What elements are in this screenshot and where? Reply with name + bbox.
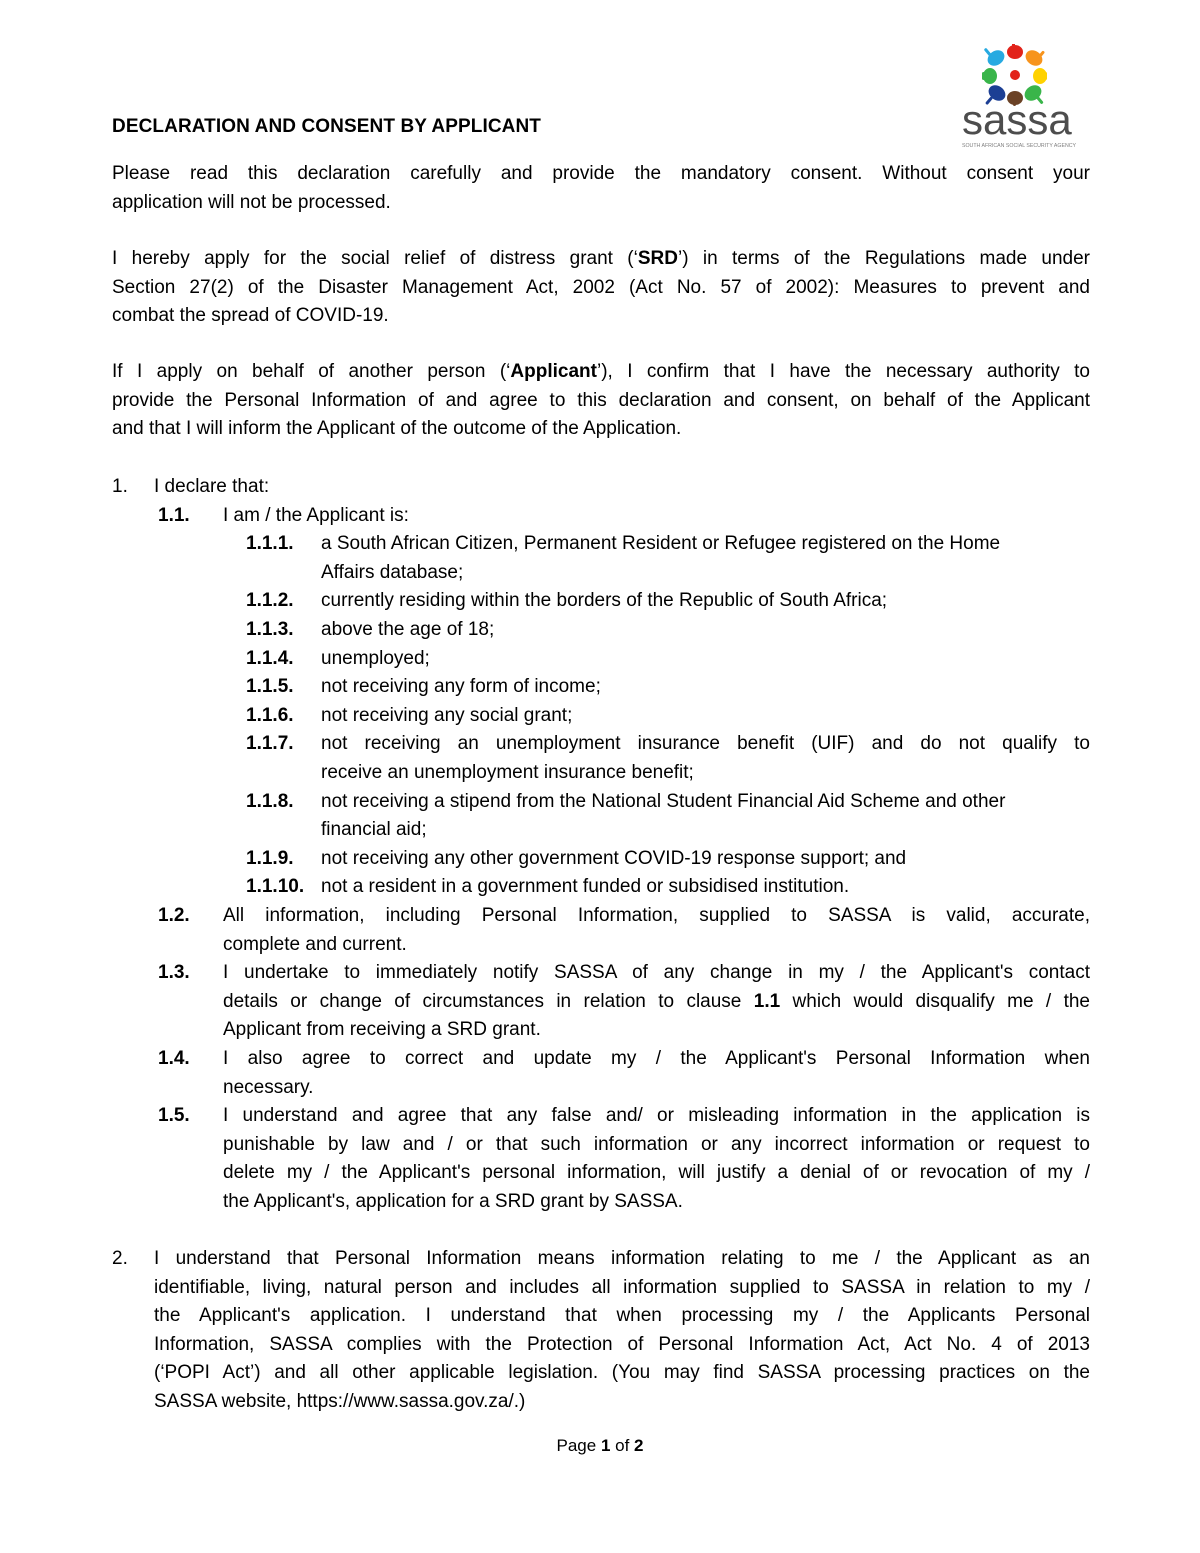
srd-bold-term: SRD <box>637 248 678 269</box>
clause-2-text: I understand that Personal Information means information relating to me / the Applicant as an <box>154 1248 1090 1269</box>
behalf-paragraph-line-3: and that I will inform the Applicant of the outcome of the Application. <box>112 418 682 440</box>
clause-item-number: 1.1.6. <box>246 704 294 726</box>
behalf-line1-c: ’), I confirm that I have the necessary authority to <box>596 361 1090 382</box>
clause-item-number: 1.1.9. <box>246 847 294 869</box>
clause-item-text: above the age of 18; <box>321 619 495 640</box>
clause-1-3-number: 1.3. <box>158 962 190 984</box>
page-title: DECLARATION AND CONSENT BY APPLICANT <box>112 116 541 137</box>
clause-1-3-text-line-2 <box>223 988 1090 1017</box>
clause-item-number: 1.1.10. <box>246 876 305 898</box>
srd-line1-c: ’) in terms of the Regulations made under <box>677 248 1091 269</box>
clause-item-number: 1.1.5. <box>246 676 294 698</box>
srd-paragraph-line-2: Section 27(2) of the Disaster Management Act, 2002 (Act No. 57 of 2002): Measures to prevent and <box>112 276 1090 298</box>
clause-item-text: not receiving any other government COVID-19 response support; and <box>321 847 907 869</box>
clause-reference: 1.1 <box>753 990 781 1012</box>
sassa-wordmark <box>960 96 1078 140</box>
intro-line-2: application will not be processed. <box>112 191 391 213</box>
clause-1-5-text-line-2: punishable by law and / or that such information or any incorrect information or request to <box>223 1133 1090 1155</box>
clause-1-2-text-continued: complete and current. <box>223 933 407 955</box>
footer-current-page: 1 <box>600 1436 611 1455</box>
clause-item-text-continued: financial aid; <box>321 819 427 841</box>
clause-1-4-text-continued: necessary. <box>223 1076 314 1098</box>
behalf-paragraph-line-2: provide the Personal Information of and agree to this declaration and consent, on behalf of the Applicant <box>112 389 1090 411</box>
behalf-paragraph-line-1 <box>112 358 1090 387</box>
clause-item-text: not receiving an unemployment insurance benefit (UIF) and do not qualify to <box>321 733 1090 755</box>
clause-1-5-text-line-4: the Applicant's, application for a SRD grant by SASSA. <box>223 1190 683 1212</box>
sassa-tagline-text: SOUTH AFRICAN SOCIAL SECURITY AGENCY <box>962 143 1077 149</box>
clause-1-3-text: I undertake to immediately notify SASSA of any change in my / the Applicant's contact <box>223 962 1090 984</box>
clause-2-number: 2. <box>112 1248 128 1269</box>
clause-item-text: not a resident in a government funded or subsidised institution. <box>321 876 850 898</box>
clause-item-text: unemployed; <box>321 647 430 669</box>
clause-1-1-text: I am / the Applicant is: <box>223 504 409 526</box>
clause-1-4-number: 1.4. <box>158 1048 190 1069</box>
clause-item-text: not receiving any social grant; <box>321 704 573 726</box>
sassa-logo <box>960 44 1078 154</box>
clause-item-text-continued: Affairs database; <box>321 561 464 583</box>
srd-line1-a: I hereby apply for the social relief of distress grant (‘ <box>112 248 638 269</box>
clause-1-3-line2-c: which would disqualify me / the <box>780 990 1090 1012</box>
clause-1-2-text: All information, including Personal Information, supplied to SASSA is valid, accurate, <box>223 905 1090 926</box>
clause-item-text-continued: receive an unemployment insurance benefit; <box>321 761 694 783</box>
clause-item-number: 1.1.7. <box>246 733 294 755</box>
clause-item-number: 1.1.3. <box>246 619 294 640</box>
clause-1-2-number: 1.2. <box>158 905 190 926</box>
clause-1-text: I declare that: <box>154 476 270 497</box>
behalf-line1-a: If I apply on behalf of another person (‘ <box>112 361 511 382</box>
clause-2-text-line-5: (‘POPI Act’) and all other applicable legislation. (You may find SASSA processing practices on the <box>154 1362 1090 1384</box>
clause-item-text: currently residing within the borders of the Republic of South Africa; <box>321 590 888 612</box>
clause-1-5-number: 1.5. <box>158 1105 190 1127</box>
clause-1-1-number: 1.1. <box>158 504 190 526</box>
clause-2-text-line-2: identifiable, living, natural person and includes all information supplied to SASSA in relation to my / <box>154 1276 1090 1298</box>
clause-item-number: 1.1.1. <box>246 533 294 555</box>
clause-1-5-text-line-3: delete my / the Applicant's personal information, will justify a denial of or revocation of my / <box>223 1162 1090 1184</box>
clause-1-number: 1. <box>112 476 128 497</box>
clause-1-3-line2-a: details or change of circumstances in relation to clause <box>223 990 754 1012</box>
footer-middle: of <box>610 1436 635 1455</box>
sassa-wordmark-text: sassa <box>962 96 1072 140</box>
clause-2-text-line-3: the Applicant's application. I understand that when processing my / the Applicants Personal <box>154 1305 1090 1327</box>
intro-line-1: Please read this declaration carefully and provide the mandatory consent. Without consent your <box>112 163 1090 184</box>
clause-item-text: not receiving a stipend from the National Student Financial Aid Scheme and other <box>321 790 1006 812</box>
clause-item-number: 1.1.8. <box>246 790 294 812</box>
clause-item-text: not receiving any form of income; <box>321 676 601 698</box>
clause-2-text-line-4: Information, SASSA complies with the Protection of Personal Information Act, Act No. 4 of 2013 <box>154 1333 1090 1355</box>
footer-prefix: Page <box>556 1436 601 1455</box>
srd-paragraph-line-3: combat the spread of COVID-19. <box>112 305 389 327</box>
sassa-tagline <box>962 140 1078 150</box>
page-number-footer <box>0 1436 1200 1456</box>
clause-1-3-text-line-3: Applicant from receiving a SRD grant. <box>223 1019 541 1041</box>
clause-2-text-line-6: SASSA website, https://www.sassa.gov.za/.) <box>154 1391 526 1412</box>
clause-item-number: 1.1.2. <box>246 590 294 612</box>
behalf-bold-term: Applicant <box>510 361 597 382</box>
footer-total-pages: 2 <box>634 1436 644 1455</box>
clause-item-number: 1.1.4. <box>246 647 294 669</box>
clause-1-5-text: I understand and agree that any false and/ or misleading information in the application is <box>223 1105 1090 1127</box>
clause-item-text: a South African Citizen, Permanent Resident or Refugee registered on the Home <box>321 533 1001 555</box>
srd-paragraph-line-1 <box>112 245 1090 274</box>
clause-1-4-text: I also agree to correct and update my / the Applicant's Personal Information when <box>223 1048 1090 1069</box>
